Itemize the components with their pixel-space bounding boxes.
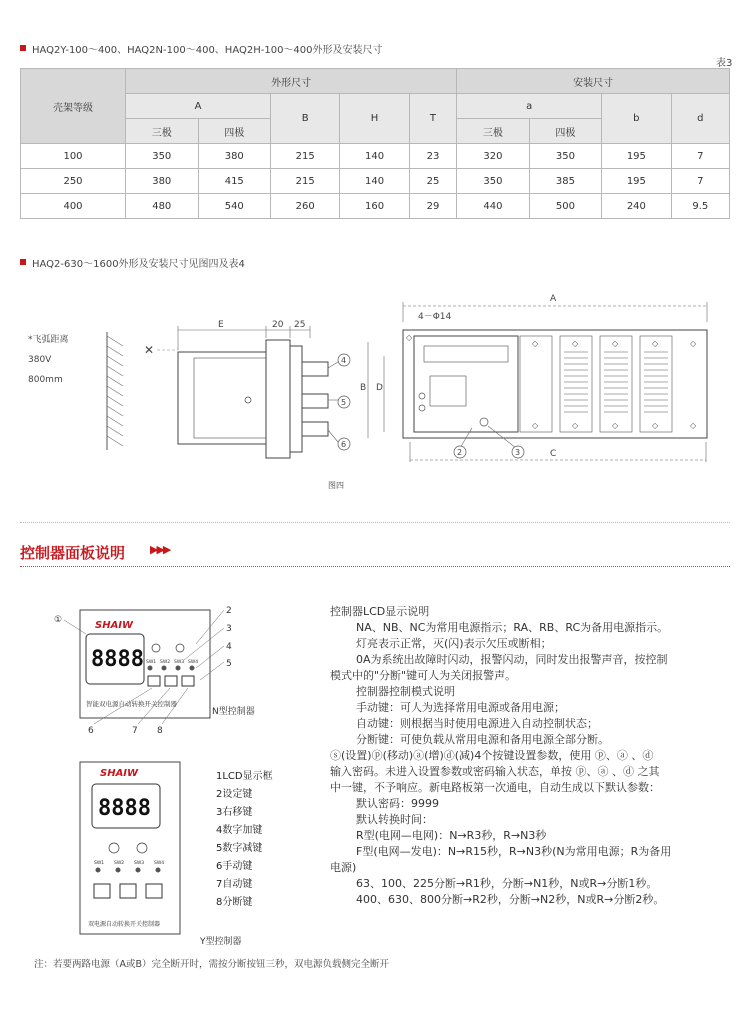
cell: 23 xyxy=(409,144,456,169)
n-callout-6: 6 xyxy=(88,726,94,736)
col-T: T xyxy=(409,94,456,144)
dim-A: A xyxy=(550,294,557,304)
arc-label: *飞弧距离 xyxy=(28,335,69,345)
cell: 195 xyxy=(602,144,671,169)
cell: 9.5 xyxy=(671,194,729,219)
desc-line: R型(电网—电网)：N→R3秒，R→N3秒 xyxy=(356,829,547,842)
svg-text:◇: ◇ xyxy=(652,339,659,348)
key-list xyxy=(216,768,273,912)
desc-line: ⓢ(设置)ⓟ(移动)ⓐ(增)ⓓ(减)4个按键设置参数，使用 ⓟ、ⓐ 、ⓓ xyxy=(330,749,654,762)
dim-25: 25 xyxy=(294,320,306,330)
desc-line: 0A为系统出故障时闪动，报警闪动，同时发出报警声音，按控制 xyxy=(356,653,668,666)
n-callout-3: 3 xyxy=(226,624,232,634)
col-A: A xyxy=(126,94,271,119)
dim-hole: 4－Φ14 xyxy=(418,312,452,322)
callout-4: 4 xyxy=(341,356,347,365)
n-footer: 智能双电源自动转换开关控制器 xyxy=(86,700,177,708)
svg-text:◇: ◇ xyxy=(572,421,579,430)
description xyxy=(330,604,725,908)
svg-text:◇: ◇ xyxy=(612,339,619,348)
key-item: 7自动键 xyxy=(216,879,253,890)
head-outline: 外形尺寸 xyxy=(126,69,457,94)
y-label-sw3: SW3 xyxy=(134,861,145,866)
table3-label: 表3 xyxy=(716,58,733,69)
col-a-four: 四极 xyxy=(529,119,602,144)
n-callout-1: ① xyxy=(54,615,63,625)
key-item: 5数字减键 xyxy=(216,843,263,854)
desc-line: 默认密码：9999 xyxy=(356,797,439,810)
col-A-three: 三极 xyxy=(126,119,199,144)
n-callout-7: 7 xyxy=(132,726,138,736)
key-item: 6手动键 xyxy=(216,861,253,872)
figure4-drawing xyxy=(20,290,730,500)
cell: 440 xyxy=(457,194,530,219)
y-label-sw2: SW2 xyxy=(114,861,125,866)
cell: 215 xyxy=(271,144,340,169)
key-item: 4数字加键 xyxy=(216,825,263,836)
key-item: 1LCD显示框 xyxy=(216,771,273,782)
desc-line: 灯亮表示正常，灭(闪)表示欠压或断相； xyxy=(356,637,552,650)
col-a: a xyxy=(457,94,602,119)
cell: 480 xyxy=(126,194,199,219)
cell: 195 xyxy=(602,169,671,194)
cell: 350 xyxy=(457,169,530,194)
cell: 500 xyxy=(529,194,602,219)
table3-title: HAQ2Y-100～400、HAQ2N-100～400、HAQ2H-100～400外形及安装尺寸 xyxy=(32,45,383,56)
desc-line: 分断键：可使负载从常用电源和备用电源全部分断。 xyxy=(356,733,609,746)
footnote: 注：若要两路电源（A或B）完全断开时，需按分断按钮三秒，双电源负载侧完全断开 xyxy=(34,959,390,970)
head-install: 安装尺寸 xyxy=(457,69,730,94)
cell: 415 xyxy=(198,169,271,194)
n-label-sw1: SW1 xyxy=(146,660,157,665)
panel-heading: 控制器面板说明 xyxy=(20,544,126,562)
svg-text:◇: ◇ xyxy=(690,421,697,430)
cell: 25 xyxy=(409,169,456,194)
y-brand: SHAIW xyxy=(100,768,139,779)
cell: 100 xyxy=(21,144,126,169)
heading-rule xyxy=(20,566,730,567)
n-label-sw4: SW4 xyxy=(188,660,199,665)
callout-2: 2 xyxy=(457,448,463,457)
cell: 400 xyxy=(21,194,126,219)
col-a-three: 三极 xyxy=(457,119,530,144)
y-lcd: 8888 xyxy=(98,796,151,821)
distance-label: 800mm xyxy=(28,375,63,385)
cell: 250 xyxy=(21,169,126,194)
n-callout-5: 5 xyxy=(226,659,232,669)
cell: 215 xyxy=(271,169,340,194)
cell: 320 xyxy=(457,144,530,169)
callout-6: 6 xyxy=(341,440,347,449)
dim-E: E xyxy=(218,320,224,330)
svg-text:◇: ◇ xyxy=(406,333,413,342)
n-controller xyxy=(20,600,310,740)
cell: 240 xyxy=(602,194,671,219)
n-label-sw2: SW2 xyxy=(160,660,171,665)
svg-text:◇: ◇ xyxy=(572,339,579,348)
col-B: B xyxy=(271,94,340,144)
head-frame: 壳架等级 xyxy=(21,69,126,144)
svg-text:◇: ◇ xyxy=(612,421,619,430)
section-marker xyxy=(20,259,26,265)
cell: 385 xyxy=(529,169,602,194)
n-label-sw3: SW3 xyxy=(174,660,185,665)
dimension-table xyxy=(20,68,730,219)
desc-line: 手动键：可人为选择常用电源或备用电源； xyxy=(356,701,565,714)
col-d: d xyxy=(671,94,729,144)
desc-line: F型(电网—发电)：N→R15秒，R→N3秒(N为常用电源；R为备用 xyxy=(356,845,672,858)
col-A-four: 四极 xyxy=(198,119,271,144)
desc-line: 模式中的"分断"键可人为关闭报警声。 xyxy=(330,669,517,682)
n-callout-2: 2 xyxy=(226,606,232,616)
callout-5: 5 xyxy=(341,398,347,407)
desc-line: 63、100、225分断→R1秒，分断→N1秒，N或R→分断1秒。 xyxy=(356,877,658,890)
n-brand: SHAIW xyxy=(95,620,134,631)
callout-3: 3 xyxy=(515,448,521,457)
cell: 350 xyxy=(529,144,602,169)
y-caption: Y型控制器 xyxy=(200,937,242,947)
n-lcd: 8888 xyxy=(91,647,144,672)
divider xyxy=(20,522,730,523)
svg-text:◇: ◇ xyxy=(532,339,539,348)
section-marker xyxy=(20,45,26,51)
key-item: 2设定键 xyxy=(216,789,253,800)
desc-line: 400、630、800分断→R2秒，分断→N2秒，N或R→分断2秒。 xyxy=(356,893,665,906)
y-label-sw4: SW4 xyxy=(154,861,165,866)
section2-title: HAQ2-630～1600外形及安装尺寸见图四及表4 xyxy=(32,259,245,270)
svg-text:◇: ◇ xyxy=(690,339,697,348)
col-b: b xyxy=(602,94,671,144)
figure4-caption: 图四 xyxy=(328,481,344,490)
cell: 380 xyxy=(198,144,271,169)
cell: 140 xyxy=(340,169,409,194)
svg-text:✕: ✕ xyxy=(144,343,155,357)
desc-line: 控制器控制模式说明 xyxy=(356,685,455,698)
cell: 140 xyxy=(340,144,409,169)
dim-D: D xyxy=(376,383,383,393)
y-footer: 双电源自动转换开关控制器 xyxy=(88,921,161,928)
triple-arrow-icon: ▶▶▶ xyxy=(150,543,170,556)
desc-line: 自动键：则根据当时使用电源进入自动控制状态； xyxy=(356,717,598,730)
n-caption: N型控制器 xyxy=(212,707,255,717)
y-label-sw1: SW1 xyxy=(94,861,105,866)
svg-text:◇: ◇ xyxy=(652,421,659,430)
cell: 160 xyxy=(340,194,409,219)
cell: 7 xyxy=(671,144,729,169)
desc-line: 默认转换时间： xyxy=(356,813,433,826)
n-callout-8: 8 xyxy=(157,726,163,736)
table-row xyxy=(21,169,730,194)
desc-line: 中一键，不予响应。新电路板第一次通电，自动生成以下默认参数： xyxy=(330,781,660,794)
key-item: 3右移键 xyxy=(216,807,253,818)
cell: 540 xyxy=(198,194,271,219)
table-row xyxy=(21,194,730,219)
cell: 260 xyxy=(271,194,340,219)
desc-line: 输入密码。未进入设置参数或密码输入状态，单按 ⓟ、ⓐ 、ⓓ 之其 xyxy=(330,765,660,778)
voltage-label: 380V xyxy=(28,355,52,365)
col-H: H xyxy=(340,94,409,144)
cell: 7 xyxy=(671,169,729,194)
key-item: 8分断键 xyxy=(216,897,253,908)
cell: 29 xyxy=(409,194,456,219)
n-callout-4: 4 xyxy=(226,642,232,652)
dim-20: 20 xyxy=(272,320,284,330)
svg-text:◇: ◇ xyxy=(532,421,539,430)
cell: 350 xyxy=(126,144,199,169)
desc-line: 控制器LCD显示说明 xyxy=(330,605,430,618)
dim-C: C xyxy=(550,449,557,459)
desc-line: 电源) xyxy=(330,861,357,874)
desc-line: NA、NB、NC为常用电源指示；RA、RB、RC为备用电源指示。 xyxy=(356,621,669,634)
cell: 380 xyxy=(126,169,199,194)
dim-B: B xyxy=(360,383,367,393)
table-row xyxy=(21,144,730,169)
